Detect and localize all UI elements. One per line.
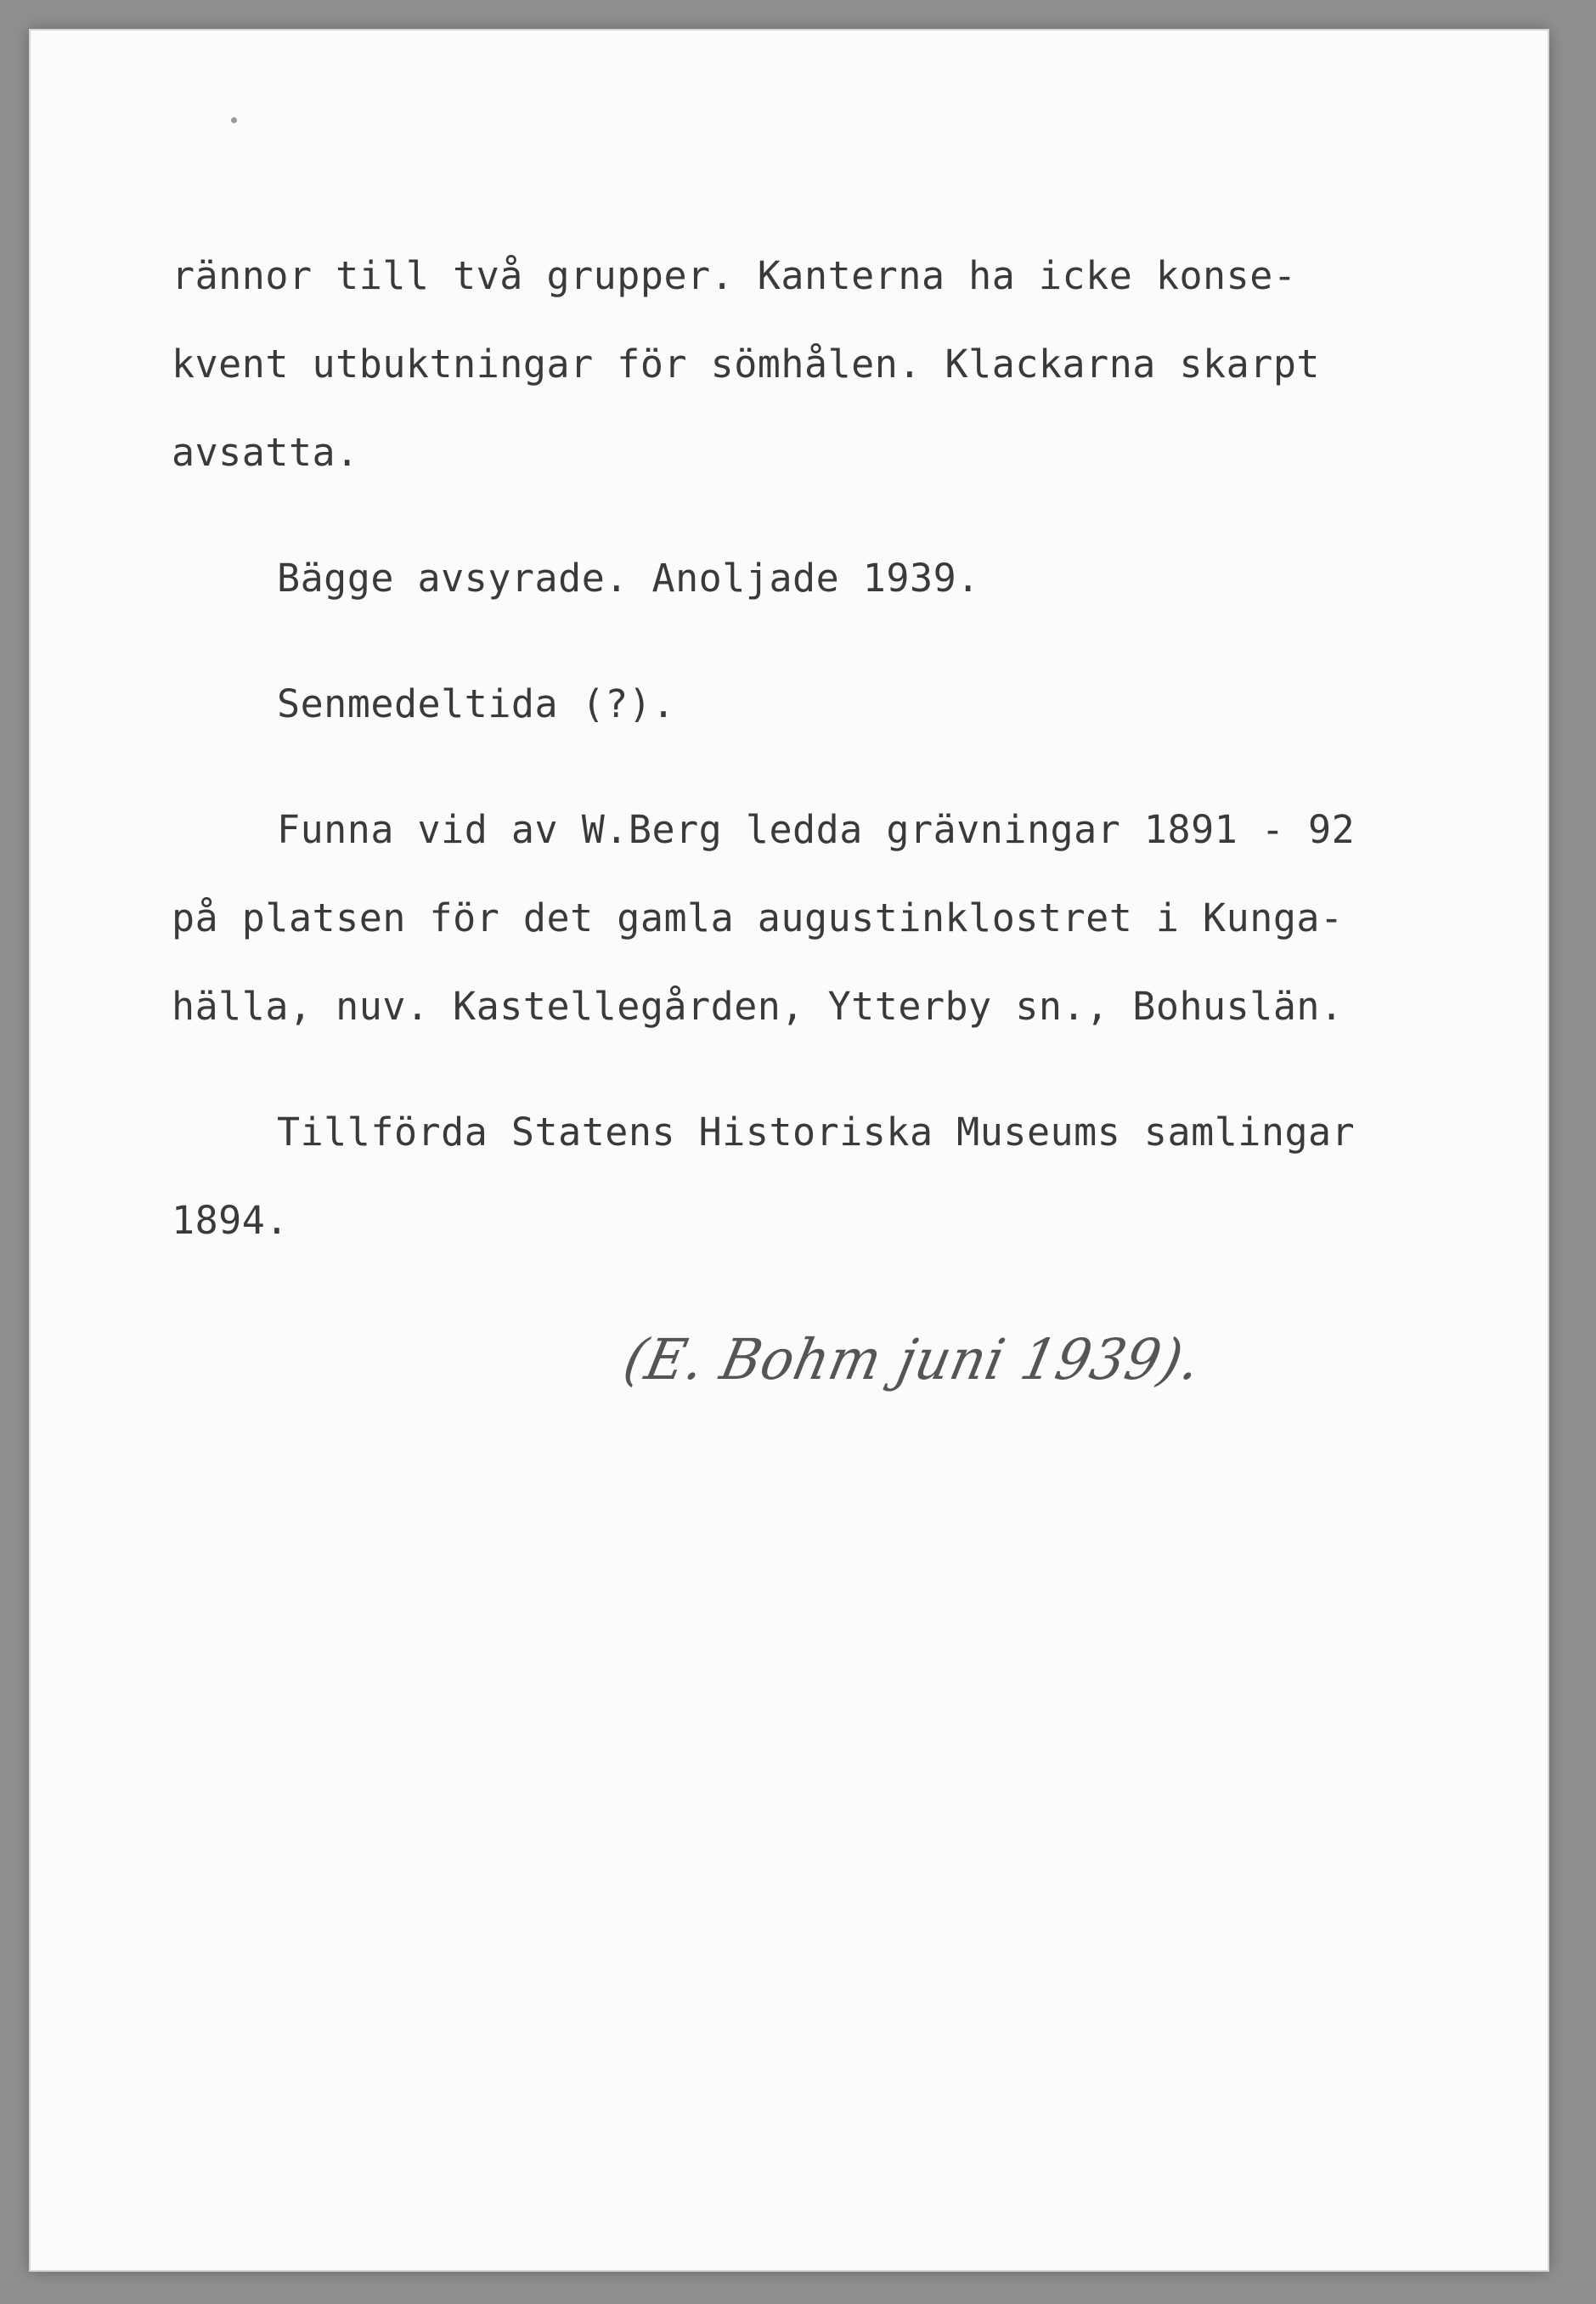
text-line-6: Funna vid av W.Berg ledda grävningar 1891 - 92 bbox=[277, 807, 1356, 852]
handwritten-signature: (E. Bohm juni 1939). bbox=[618, 1327, 1208, 1392]
text-line-4: Bägge avsyrade. Anoljade 1939. bbox=[277, 556, 980, 601]
text-line-2: kvent utbuktningar för sömhålen. Klackarna skarpt bbox=[172, 342, 1321, 387]
text-line-3: avsatta. bbox=[172, 430, 359, 475]
paper-mark bbox=[231, 117, 237, 123]
text-line-1: rännor till två grupper. Kanterna ha icke konse- bbox=[172, 253, 1297, 298]
text-line-5: Senmedeltida (?). bbox=[277, 681, 676, 726]
text-line-10: 1894. bbox=[172, 1198, 289, 1243]
text-line-8: hälla, nuv. Kastellegården, Ytterby sn., Bohuslän. bbox=[172, 984, 1344, 1029]
text-line-7: på platsen för det gamla augustinklostret i Kunga- bbox=[172, 895, 1344, 940]
text-line-9: Tillförda Statens Historiska Museums samlingar bbox=[277, 1110, 1356, 1155]
